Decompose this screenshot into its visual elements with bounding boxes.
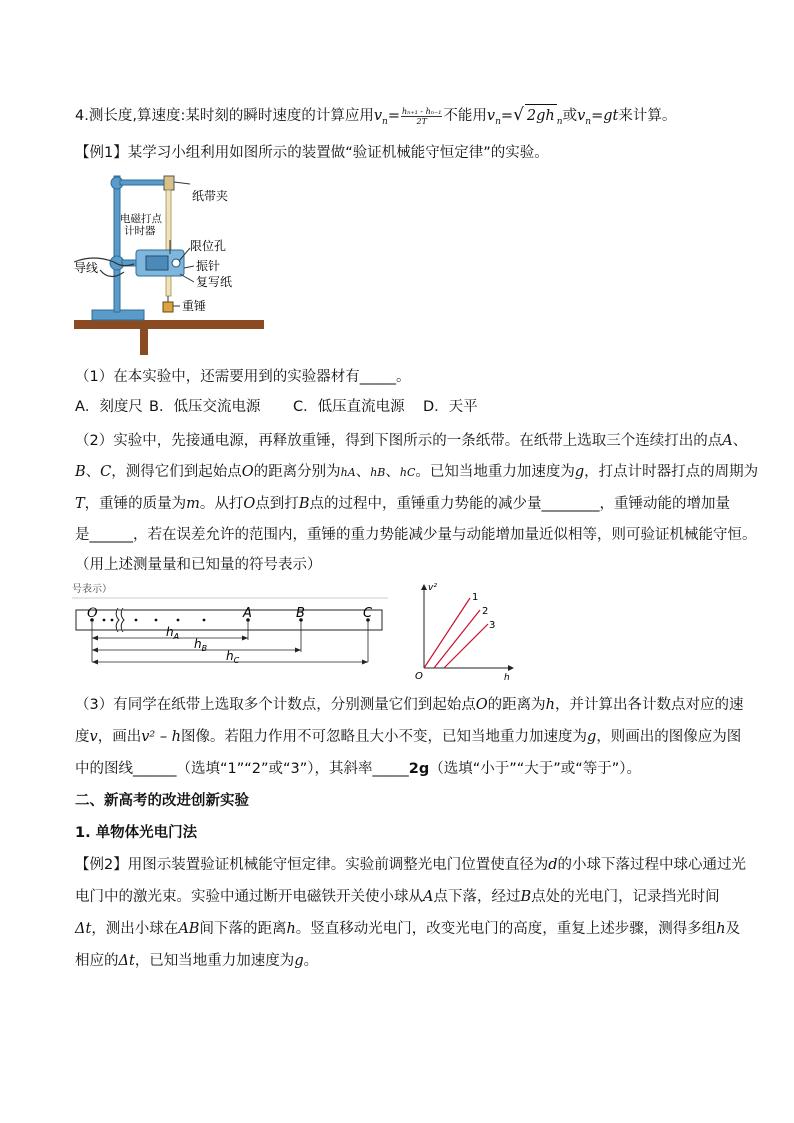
- point-a: A: [722, 433, 733, 449]
- question-2-line-1: [75, 430, 747, 452]
- question-2-line-4: 是______，若在误差允许的范围内，重锤的重力势能减少量与动能增加量近似相等，则可验证机械能守恒。: [75, 527, 757, 543]
- example-tag: 【例2】: [75, 857, 128, 873]
- delta-t: Δt: [75, 921, 92, 937]
- text: 。: [303, 953, 319, 969]
- choice-c: C．低压直流电源: [293, 399, 405, 415]
- text: 点下落，经过: [433, 889, 521, 905]
- text: 、: [385, 464, 400, 480]
- x-arrow-icon: [508, 665, 514, 671]
- v-symbol: v: [373, 108, 383, 124]
- origin-label: O: [415, 671, 423, 682]
- question-2-line-2: [75, 461, 758, 484]
- point-o: O: [475, 697, 488, 713]
- v2-h: v² – h: [141, 729, 182, 745]
- text: 中的图线______（选填“1”“2”或“3”），其斜率_____: [75, 761, 409, 777]
- text: 、: [732, 433, 748, 449]
- text: 用图示装置验证机械能守恒定律。实验前调整光电门位置使直径为: [127, 857, 549, 873]
- label-timer-2: 计时器: [124, 225, 156, 237]
- text: （选填“小于”“大于”或“等于”）。: [429, 761, 642, 777]
- label-tape-clip: 纸带夹: [192, 189, 229, 203]
- point-o: O: [241, 464, 254, 480]
- v-symbol: v: [486, 108, 496, 124]
- line-3: [444, 624, 488, 668]
- subscript: n: [382, 116, 388, 127]
- v2-h-graph: [410, 578, 520, 682]
- question-3-line-1: [75, 694, 743, 716]
- cut-text: 号表示）: [72, 584, 112, 595]
- line-1: [424, 598, 470, 668]
- g-symbol: g: [587, 729, 597, 745]
- y-arrow-icon: [421, 584, 427, 590]
- example-2-line-4: [75, 950, 318, 972]
- label-limit-hole: 限位孔: [190, 239, 227, 253]
- choice-a: A．刻度尺: [75, 399, 143, 415]
- label-c: C: [363, 606, 373, 621]
- text: 度: [75, 729, 90, 745]
- h-symbol: h: [716, 921, 726, 937]
- ab: AB: [178, 921, 200, 937]
- fraction: [401, 107, 442, 126]
- line-1-label: 1: [472, 592, 479, 603]
- y-label: v²: [428, 583, 437, 593]
- label-hb: $h_B$: [194, 637, 208, 653]
- subsection-1-heading: 1. 单物体光电门法: [75, 825, 198, 841]
- x-label: h: [504, 673, 510, 682]
- v-symbol: v: [577, 108, 586, 124]
- text: ，已知当地重力加速度为: [134, 953, 295, 969]
- m-symbol: m: [186, 496, 200, 512]
- label-timer-1: 电磁打点: [120, 213, 162, 225]
- point-o: O: [243, 496, 256, 512]
- point-a: A: [423, 889, 434, 905]
- choice-b: B．低压交流电源: [149, 399, 261, 415]
- table-top: [74, 320, 264, 329]
- limit-hole: [172, 259, 180, 267]
- g-symbol: g: [574, 464, 585, 480]
- text: ，重锤的质量为: [84, 496, 187, 512]
- example-tag: 【例1】: [75, 145, 128, 161]
- fraction-numerator: hₙ₊₁ - hₙ₋₁: [401, 106, 442, 116]
- point-b: B: [298, 496, 310, 512]
- text: （3）有同学在纸带上选取多个计数点，分别测量它们到起始点: [75, 697, 476, 713]
- text: （2）实验中，先接通电源，再释放重锤，得到下图所示的一条纸带。在纸带上选取三个连续打出的点: [75, 433, 723, 449]
- example-2-line-1: [75, 854, 746, 876]
- dot: [135, 619, 138, 622]
- question-1: （1）在本实验中，还需要用到的实验器材有_____。: [75, 369, 411, 385]
- text: 点处的光电门，记录挡光时间: [531, 889, 720, 905]
- dot: [203, 619, 206, 622]
- delta-t: Δt: [118, 953, 135, 969]
- dot: [177, 619, 180, 622]
- text: 。从打: [199, 496, 244, 512]
- point-b: B: [75, 464, 86, 480]
- label-o: O: [87, 606, 98, 621]
- label-wire: 导线: [74, 261, 99, 275]
- subscript: n: [556, 116, 563, 127]
- text: ，测出小球在: [91, 921, 179, 937]
- example-2-line-3: [75, 918, 740, 940]
- sqrt-body: 2gh: [525, 104, 557, 127]
- text: ，并计算出各计数点对应的速: [554, 697, 744, 713]
- subscript: n: [585, 116, 592, 127]
- h-b: hB: [370, 466, 386, 479]
- equals: =: [591, 108, 604, 124]
- text: 间下落的距离: [199, 921, 287, 937]
- weight: [163, 302, 173, 312]
- text: 或: [562, 108, 578, 124]
- equals: =: [500, 108, 514, 124]
- formula-line: [75, 104, 676, 133]
- h-symbol: h: [286, 921, 296, 937]
- table-leg: [140, 329, 148, 355]
- text: 不能用: [443, 108, 487, 124]
- text: 。竖直移动光电门，改变光电门的高度，重复上述步骤，测得多组: [295, 921, 717, 937]
- leader-line: [184, 266, 194, 268]
- text: 点的过程中，重锤重力势能的减少量________，重锤动能的增加量: [309, 496, 730, 512]
- apparatus-figure: [70, 170, 270, 358]
- example-1-heading: [75, 142, 549, 164]
- label-weight: 重锤: [182, 299, 207, 313]
- dot: [155, 619, 158, 622]
- h-a: hA: [340, 466, 356, 479]
- label-carbon-paper: 复写纸: [196, 275, 233, 289]
- line-2-label: 2: [482, 606, 489, 617]
- question-2-line-5: （用上述测量量和已知量的符号表示）: [75, 557, 322, 573]
- point-c: C: [100, 464, 112, 480]
- text: 、: [355, 464, 371, 480]
- top-arm: [120, 180, 166, 185]
- section-2-heading: 二、新高考的改进创新实验: [75, 793, 249, 809]
- timer-magnet: [146, 256, 168, 270]
- label-ha: $h_A$: [166, 625, 180, 641]
- sqrt-icon: √: [513, 105, 524, 125]
- label-needle: 振针: [196, 259, 221, 273]
- text: ，则画出的图像应为图: [596, 729, 742, 745]
- paper-tape-figure: [70, 578, 390, 670]
- tape-clip: [164, 176, 174, 190]
- choice-d: D．天平: [423, 399, 478, 415]
- label-a: A: [243, 606, 252, 621]
- stand-rod: [114, 176, 120, 312]
- g-symbol: g: [294, 953, 304, 969]
- text: 的距离为: [487, 697, 546, 713]
- fraction-denominator: 2T: [416, 116, 427, 126]
- text: 。已知当地重力加速度为: [415, 464, 575, 480]
- gt: gt: [603, 108, 619, 124]
- h-c: hC: [399, 466, 416, 479]
- d-symbol: d: [548, 857, 558, 873]
- text: 及: [725, 921, 741, 937]
- dot: [103, 619, 106, 622]
- text: 相应的: [75, 953, 119, 969]
- text: 电门中的激光束。实验中通过断开电磁铁开关使小球从: [75, 889, 423, 905]
- question-2-line-3: [75, 493, 730, 515]
- example-text: 某学习小组利用如图所示的装置做“验证机械能守恒定律”的实验。: [127, 145, 549, 161]
- text: 、: [85, 464, 101, 480]
- label-b: B: [296, 606, 305, 621]
- text: ，打点计时器打点的周期为: [584, 464, 759, 480]
- text: 4.测长度,算速度:某时刻的瞬时速度的计算应用: [75, 108, 374, 124]
- v-symbol: v: [89, 729, 98, 745]
- subscript: n: [495, 116, 501, 127]
- point-b: B: [520, 889, 532, 905]
- text: ，测得它们到起始点: [111, 464, 242, 480]
- text: 图像。若阻力作用不可忽略且大小不变，已知当地重力加速度为: [181, 729, 588, 745]
- text: 的距离分别为: [253, 464, 341, 480]
- text: 的小球下落过程中球心通过光: [557, 857, 747, 873]
- line-3-label: 3: [489, 620, 496, 631]
- two-g: 2g: [408, 761, 430, 777]
- text: 来计算。: [618, 108, 677, 124]
- question-3-line-2: [75, 726, 741, 748]
- choices: [75, 396, 478, 418]
- leader-line: [180, 274, 194, 282]
- dot: [111, 619, 114, 622]
- text: ，画出: [97, 729, 142, 745]
- leader-line: [174, 182, 190, 184]
- example-2-line-2: [75, 886, 720, 908]
- text: 点到打: [255, 496, 299, 512]
- t-symbol: T: [75, 496, 85, 512]
- label-hc: $h_C$: [226, 649, 240, 665]
- h-symbol: h: [545, 697, 555, 713]
- equals: =: [387, 108, 400, 124]
- question-3-line-3: [75, 758, 641, 780]
